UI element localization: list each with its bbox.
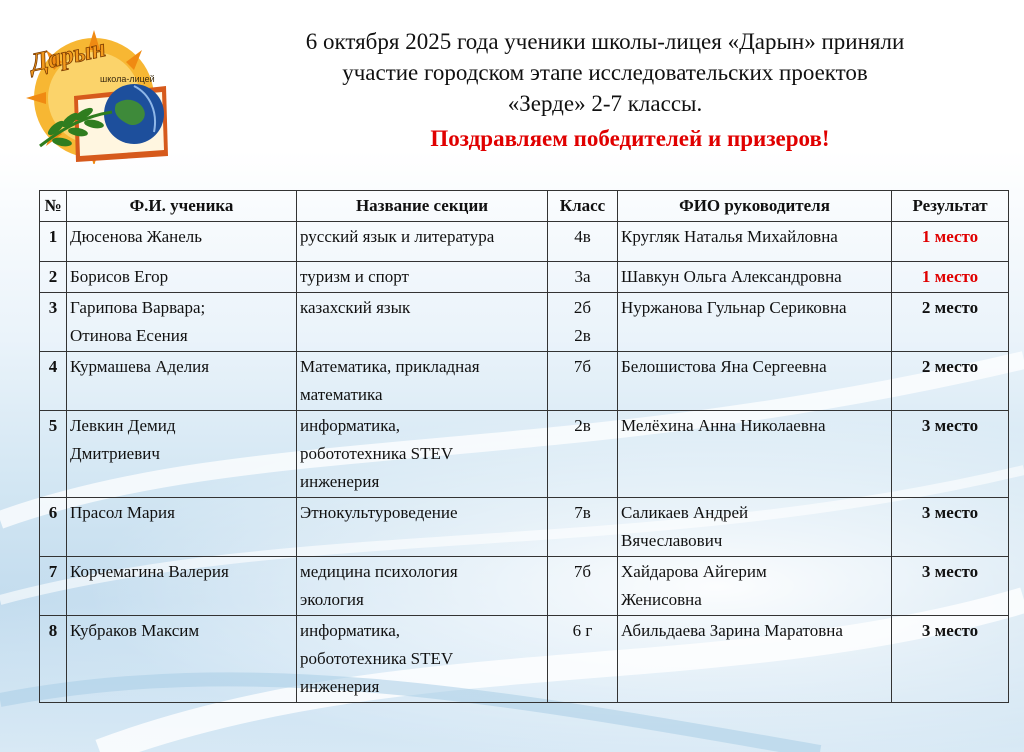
table-row <box>40 498 1009 557</box>
row-number: 6 <box>40 498 67 557</box>
section-name-line: казахский язык <box>300 298 411 317</box>
grade-line: 3а <box>574 267 591 286</box>
student-name-line: Левкин Демид <box>70 416 176 435</box>
grade-line: 7б <box>573 357 592 376</box>
student-name-line: Дмитриевич <box>70 444 160 463</box>
grade <box>548 293 618 352</box>
congratulations-text: Поздравляем победителей и призеров! <box>430 126 830 151</box>
supervisor-name-line: Кругляк Наталья Михайловна <box>621 227 838 246</box>
student-name <box>67 293 297 352</box>
globe-icon <box>104 84 164 144</box>
result-badge: 3 место <box>892 411 1009 498</box>
student-name-line: Прасол Мария <box>70 503 175 522</box>
table-row <box>40 262 1009 293</box>
section-name-line: Математика, прикладная <box>300 357 480 376</box>
announcement-heading <box>205 26 1005 154</box>
supervisor-name <box>618 616 892 703</box>
section-name <box>297 222 548 262</box>
student-name-line: Гарипова Варвара; <box>70 298 206 317</box>
section-name-line: робототехника STEV <box>300 444 454 463</box>
result-badge: 3 место <box>892 498 1009 557</box>
header-section: Название секции <box>297 191 548 222</box>
row-number: 3 <box>40 293 67 352</box>
section-name <box>297 498 548 557</box>
section-name <box>297 262 548 293</box>
grade <box>548 557 618 616</box>
table-row <box>40 616 1009 703</box>
student-name-line: Корчемагина Валерия <box>70 562 229 581</box>
grade-line: 6 г <box>572 621 593 640</box>
results-table <box>39 190 1009 703</box>
section-name-line: экология <box>300 590 364 609</box>
result-badge: 1 место <box>892 262 1009 293</box>
supervisor-name-line: Женисовна <box>621 590 702 609</box>
student-name-line: Отинова Есения <box>70 326 188 345</box>
grade <box>548 616 618 703</box>
student-name <box>67 498 297 557</box>
section-name-line: инженерия <box>300 472 380 491</box>
student-name <box>67 411 297 498</box>
row-number: 7 <box>40 557 67 616</box>
table-header-row <box>40 191 1009 222</box>
section-name-line: информатика, <box>300 621 401 640</box>
supervisor-name-line: Саликаев Андрей <box>621 503 749 522</box>
student-name-line: Курмашева Аделия <box>70 357 210 376</box>
student-name-line: Борисов Егор <box>70 267 169 286</box>
section-name-line: медицина психология <box>300 562 458 581</box>
row-number: 1 <box>40 222 67 262</box>
section-name-line: инженерия <box>300 677 380 696</box>
header-student: Ф.И. ученика <box>67 191 297 222</box>
table-row <box>40 557 1009 616</box>
section-name <box>297 352 548 411</box>
supervisor-name-line: Нуржанова Гульнар Сериковна <box>621 298 847 317</box>
section-name-line: информатика, <box>300 416 401 435</box>
supervisor-name <box>618 498 892 557</box>
grade-line: 2в <box>574 326 591 345</box>
result-badge: 3 место <box>892 616 1009 703</box>
section-name <box>297 293 548 352</box>
grade-line: 7в <box>574 503 591 522</box>
section-name <box>297 411 548 498</box>
section-name <box>297 557 548 616</box>
supervisor-name-line: Хайдарова Айгерим <box>621 562 767 581</box>
grade-line: 7б <box>573 562 592 581</box>
supervisor-name-line: Мелёхина Анна Николаевна <box>621 416 826 435</box>
supervisor-name-line: Вячеславович <box>621 531 723 550</box>
heading-line-3: «Зерде» 2-7 классы. <box>507 91 703 116</box>
row-number: 2 <box>40 262 67 293</box>
section-name-line: робототехника STEV <box>300 649 454 668</box>
student-name <box>67 222 297 262</box>
student-name-line: Кубраков Максим <box>70 621 200 640</box>
grade <box>548 498 618 557</box>
section-name-line: туризм и спорт <box>300 267 409 286</box>
section-name <box>297 616 548 703</box>
result-badge: 1 место <box>892 222 1009 262</box>
table-row <box>40 411 1009 498</box>
student-name <box>67 557 297 616</box>
supervisor-name-line: Шавкун Ольга Александровна <box>621 267 842 286</box>
logo-subtitle: школа-лицей <box>100 74 155 84</box>
row-number: 5 <box>40 411 67 498</box>
supervisor-name <box>618 557 892 616</box>
header-grade: Класс <box>548 191 618 222</box>
supervisor-name-line: Белошистова Яна Сергеевна <box>621 357 827 376</box>
supervisor-name-line: Абильдаева Зарина Маратовна <box>621 621 843 640</box>
section-name-line: русский язык и литература <box>300 227 495 246</box>
header-supervisor: ФИО руководителя <box>618 191 892 222</box>
header-result: Результат <box>892 191 1009 222</box>
result-badge: 2 место <box>892 352 1009 411</box>
student-name <box>67 262 297 293</box>
supervisor-name <box>618 411 892 498</box>
table-row <box>40 222 1009 262</box>
student-name-line: Дюсенова Жанель <box>70 227 203 246</box>
supervisor-name <box>618 222 892 262</box>
heading-line-2: участие городском этапе исследовательских проектов <box>342 60 868 85</box>
logo-title: Дарын <box>27 33 109 78</box>
grade <box>548 222 618 262</box>
table-body <box>40 222 1009 703</box>
grade-line: 4в <box>574 227 591 246</box>
supervisor-name <box>618 293 892 352</box>
section-name-line: математика <box>300 385 383 404</box>
header-num: № <box>40 191 67 222</box>
section-name-line: Этнокультуроведение <box>300 503 458 522</box>
grade <box>548 352 618 411</box>
grade-line: 2в <box>574 416 591 435</box>
result-badge: 3 место <box>892 557 1009 616</box>
supervisor-name <box>618 262 892 293</box>
grade <box>548 411 618 498</box>
student-name <box>67 352 297 411</box>
heading-line-1: 6 октября 2025 года ученики школы-лицея «Дарын» приняли <box>305 29 905 54</box>
row-number: 8 <box>40 616 67 703</box>
table-row <box>40 293 1009 352</box>
school-logo <box>16 16 178 164</box>
student-name <box>67 616 297 703</box>
row-number: 4 <box>40 352 67 411</box>
supervisor-name <box>618 352 892 411</box>
grade <box>548 262 618 293</box>
table-row <box>40 352 1009 411</box>
result-badge: 2 место <box>892 293 1009 352</box>
grade-line: 2б <box>573 298 592 317</box>
